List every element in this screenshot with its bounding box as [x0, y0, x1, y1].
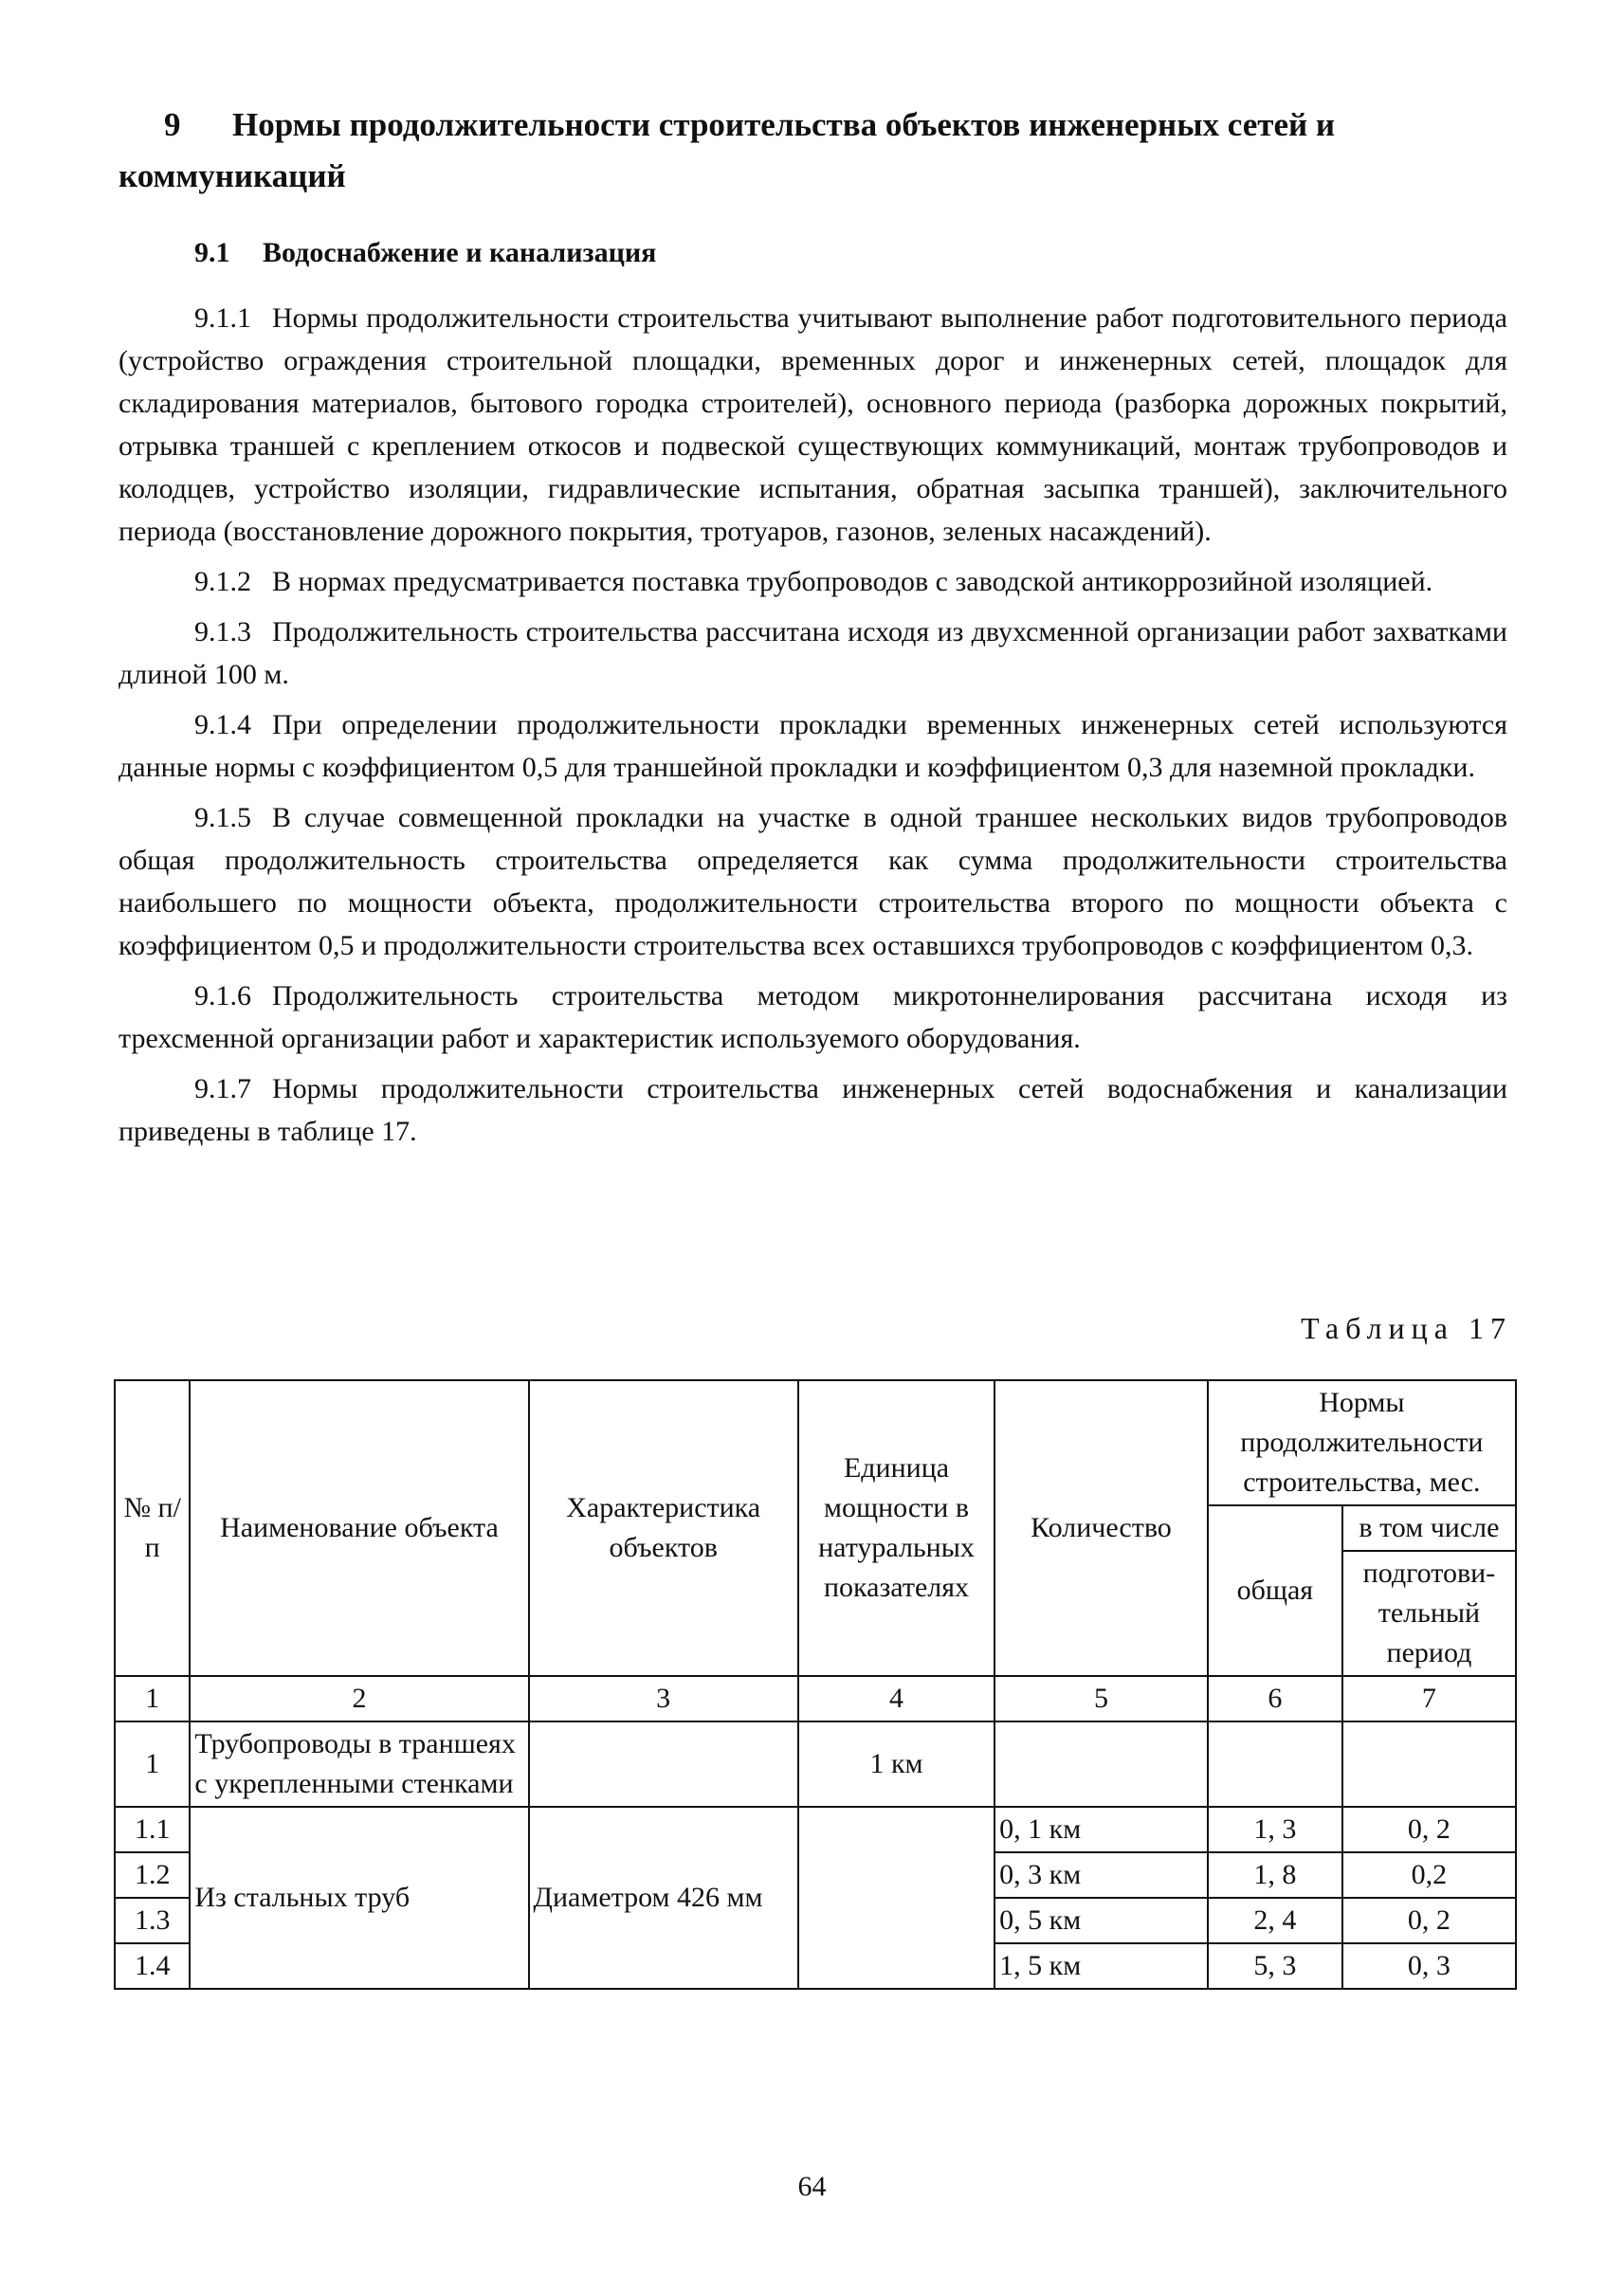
paragraph [119, 796, 1507, 967]
section-title: Нормы продолжительности строительства объектов инженерных сетей и коммуникаций [119, 106, 1336, 194]
row-total: 1, 8 [1208, 1852, 1342, 1898]
row-prep: 0, 2 [1342, 1898, 1516, 1943]
paragraph-text: Нормы продолжительности строительства инженерных сетей водоснабжения и канализации приведены в таблице 17. [119, 1073, 1507, 1147]
row-unit: 1 км [798, 1721, 994, 1807]
row-total: 1, 3 [1208, 1807, 1342, 1852]
row-num: 1.1 [115, 1807, 190, 1852]
table-row [115, 1721, 1516, 1807]
row-prep: 0,2 [1342, 1852, 1516, 1898]
paragraph-text: Нормы продолжительности строительства учитывают выполнение работ подготовительного периода (устройство ограждения строительной площадки, временных дорог и инженерных сетей, площадок для складирования материалов, бытового городка строителей), основного периода (разборка дорожных покрытий, отрывка траншей с креплением откосов и подвеской существующих коммуникаций, монтаж трубопроводов и колодцев, устройство изоляции, гидравлические испытания, обратная засыпка траншей), заключительного периода (восстановление дорожного покрытия, тротуаров, газонов, зеленых насаждений). [119, 302, 1507, 547]
paragraph-number: 9.1.6 [194, 980, 251, 1011]
table-label: Таблица 17 [1301, 1311, 1512, 1345]
column-number: 2 [190, 1676, 528, 1721]
paragraph-number: 9.1.1 [194, 302, 251, 334]
paragraph-text: В нормах предусматривается поставка трубопроводов с заводской антикоррозийной изоляцией. [272, 566, 1433, 597]
header-quantity: Количество [994, 1380, 1208, 1676]
section-number: 9 [164, 106, 181, 143]
row-total: 2, 4 [1208, 1898, 1342, 1943]
row-prep: 0, 3 [1342, 1943, 1516, 1989]
header-unit: Единица мощности в натуральных показателях [798, 1380, 994, 1676]
header-prep: подготови-тельный период [1342, 1551, 1516, 1676]
paragraph [119, 974, 1507, 1060]
paragraph-number: 9.1.7 [194, 1073, 251, 1104]
paragraph [119, 703, 1507, 789]
subsection-title: Водоснабжение и канализация [263, 237, 657, 268]
row-name: Из стальных труб [190, 1807, 528, 1989]
header-norms: Нормы продолжительности строительства, мес. [1208, 1380, 1516, 1505]
column-number: 4 [798, 1676, 994, 1721]
row-num: 1.4 [115, 1943, 190, 1989]
paragraph-number: 9.1.5 [194, 802, 251, 833]
row-num: 1.2 [115, 1852, 190, 1898]
column-number: 6 [1208, 1676, 1342, 1721]
column-number: 5 [994, 1676, 1208, 1721]
row-prep [1342, 1721, 1516, 1807]
page-number: 64 [797, 2171, 827, 2202]
row-num: 1 [115, 1721, 190, 1807]
subsection-heading [194, 237, 656, 269]
header-num: № п/п [115, 1380, 190, 1676]
row-name: Трубопроводы в траншеях с укрепленными стенками [190, 1721, 528, 1807]
paragraph [119, 297, 1507, 553]
row-quantity: 0, 3 км [994, 1852, 1208, 1898]
paragraph-number: 9.1.4 [194, 709, 251, 740]
row-unit [798, 1807, 994, 1989]
row-quantity: 0, 1 км [994, 1807, 1208, 1852]
row-quantity [994, 1721, 1208, 1807]
row-quantity: 1, 5 км [994, 1943, 1208, 1989]
header-total: общая [1208, 1505, 1342, 1676]
column-number: 7 [1342, 1676, 1516, 1721]
column-number: 1 [115, 1676, 190, 1721]
row-prep: 0, 2 [1342, 1807, 1516, 1852]
column-numbers-row [115, 1676, 1516, 1721]
table-row [115, 1807, 1516, 1852]
header-including: в том числе [1342, 1505, 1516, 1551]
paragraph-text: Продолжительность строительства рассчитана исходя из двухсменной организации работ захватками длиной 100 м. [119, 616, 1507, 690]
body-text [119, 297, 1507, 1160]
row-characteristic [529, 1721, 798, 1807]
column-number: 3 [529, 1676, 798, 1721]
row-characteristic: Диаметром 426 мм [529, 1807, 798, 1989]
paragraph-number: 9.1.2 [194, 566, 251, 597]
paragraph-text: В случае совмещенной прокладки на участке в одной траншее нескольких видов трубопроводов общая продолжительность строительства определяется как сумма продолжительности строительства наибольшего по мощности объекта, продолжительности строительства второго по мощности объекта с коэффициентом 0,5 и продолжительности строительства всех оставшихся трубопроводов с коэффициентом 0,3. [119, 802, 1507, 961]
paragraph-number: 9.1.3 [194, 616, 251, 647]
row-total: 5, 3 [1208, 1943, 1342, 1989]
row-quantity: 0, 5 км [994, 1898, 1208, 1943]
paragraph-text: При определении продолжительности прокладки временных инженерных сетей используются данные нормы с коэффициентом 0,5 для траншейной прокладки и коэффициентом 0,3 для наземной прокладки. [119, 709, 1507, 783]
row-num: 1.3 [115, 1898, 190, 1943]
norms-table [114, 1379, 1517, 1990]
header-name: Наименование объекта [190, 1380, 528, 1676]
paragraph [119, 560, 1507, 603]
subsection-number: 9.1 [194, 237, 230, 268]
paragraph [119, 1067, 1507, 1153]
section-heading [119, 100, 1512, 202]
paragraph [119, 610, 1507, 696]
row-total [1208, 1721, 1342, 1807]
table-header-row [115, 1380, 1516, 1505]
header-characteristic: Характеристика объектов [529, 1380, 798, 1676]
paragraph-text: Продолжительность строительства методом микротоннелирования рассчитана исходя из трехсменной организации работ и характеристик используемого оборудования. [119, 980, 1507, 1054]
